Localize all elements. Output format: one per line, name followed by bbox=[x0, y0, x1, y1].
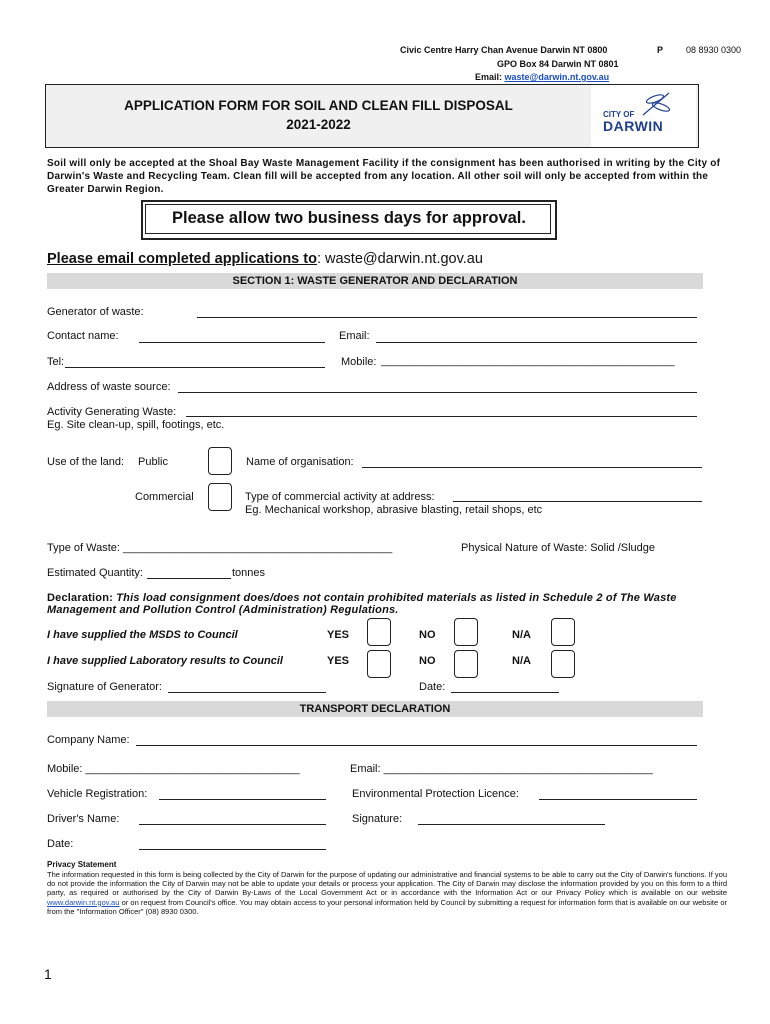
activity-label: Activity Generating Waste: bbox=[47, 406, 177, 418]
transport-date-field[interactable] bbox=[139, 849, 326, 850]
title-box bbox=[45, 84, 699, 148]
section1-heading: SECTION 1: WASTE GENERATOR AND DECLARATION bbox=[47, 273, 703, 289]
privacy-heading: Privacy Statement bbox=[47, 860, 117, 869]
comm-activity-field[interactable] bbox=[453, 501, 702, 502]
header-address: Civic Centre Harry Chan Avenue Darwin NT 0800 bbox=[400, 45, 608, 55]
mobile-label: Mobile: bbox=[341, 356, 377, 368]
use-land-label: Use of the land: bbox=[47, 456, 125, 468]
physical-nature: Physical Nature of Waste: Solid /Sludge bbox=[461, 542, 656, 554]
activity-field[interactable] bbox=[186, 416, 697, 417]
msds-yes-checkbox[interactable] bbox=[367, 618, 391, 646]
email-instruction-label: Please email completed applications to bbox=[47, 251, 317, 267]
header-email-link[interactable]: waste@darwin.nt.gov.au bbox=[504, 72, 610, 82]
notice-box bbox=[141, 200, 557, 240]
transport-date-label: Date: bbox=[47, 838, 74, 850]
type-waste-field[interactable]: Type of Waste: ____________________________________________ bbox=[47, 542, 393, 554]
header-email-label: Email: bbox=[475, 72, 503, 82]
generator-label: Generator of waste: bbox=[47, 306, 144, 318]
gen-signature-label: Signature of Generator: bbox=[47, 681, 162, 693]
msds-no-label: NO bbox=[419, 629, 436, 641]
form-year: 2021-2022 bbox=[286, 117, 351, 132]
contact-label: Contact name: bbox=[47, 330, 119, 342]
driver-label: Driver's Name: bbox=[47, 813, 120, 825]
email-field[interactable] bbox=[376, 342, 697, 343]
vehicle-field[interactable] bbox=[159, 799, 326, 800]
msds-yes-label: YES bbox=[327, 629, 350, 641]
transport-signature-label: Signature: bbox=[352, 813, 403, 825]
header-phone: 08 8930 0300 bbox=[686, 45, 742, 55]
est-qty-field[interactable] bbox=[147, 578, 231, 579]
public-label: Public bbox=[138, 456, 168, 468]
contact-field[interactable] bbox=[139, 342, 325, 343]
page-number: 1 bbox=[44, 966, 52, 982]
transport-signature-field[interactable] bbox=[418, 824, 605, 825]
public-checkbox[interactable] bbox=[208, 447, 232, 475]
company-field[interactable] bbox=[136, 745, 697, 746]
activity-example: Eg. Site clean-up, spill, footings, etc. bbox=[47, 419, 225, 431]
logo bbox=[591, 85, 696, 147]
transport-heading: TRANSPORT DECLARATION bbox=[47, 701, 703, 717]
company-label: Company Name: bbox=[47, 734, 130, 746]
declaration bbox=[47, 592, 719, 616]
notice-text: Please allow two business days for approval. bbox=[172, 209, 526, 227]
driver-field[interactable] bbox=[139, 824, 326, 825]
generator-field[interactable] bbox=[197, 317, 697, 318]
mobile-field[interactable]: ________________________________________________ bbox=[381, 355, 675, 367]
commercial-label: Commercial bbox=[135, 491, 194, 503]
lab-label: I have supplied Laboratory results to Council bbox=[47, 655, 283, 667]
gen-date-field[interactable] bbox=[451, 692, 559, 693]
lab-yes-label: YES bbox=[327, 655, 350, 667]
lab-na-checkbox[interactable] bbox=[551, 650, 575, 678]
privacy-text: The information requested in this form is being collected by the City of Darwin for the purpose of updating our administrative and financial systems to be able to carry out the City of Darwin's functions. If you do not provide the information the City of Darwin may not be able to update your details or process your application. The City of Darwin may disclose the information provided by you on this form to a third party, as required or authorised by the City of Darwin By-Laws of the Local Government Act or in accordance with the Information Act or our Privacy Policy which is available on our website www.darwin.nt.gov.au or on request from Council's office. You may obtain access to your personal information held by Council by submitting a request for information form that is available on our website or from the "Information Officer" (08) 8930 0300. bbox=[47, 870, 727, 916]
email-label: Email: bbox=[339, 330, 370, 342]
address-field[interactable] bbox=[178, 392, 697, 393]
header-phone-label: P bbox=[657, 45, 664, 55]
lab-yes-checkbox[interactable] bbox=[367, 650, 391, 678]
tel-label: Tel: bbox=[47, 356, 65, 368]
licence-field[interactable] bbox=[539, 799, 697, 800]
lab-na-label: N/A bbox=[512, 655, 531, 667]
gen-date-label: Date: bbox=[419, 681, 446, 693]
intro-text: Soil will only be accepted at the Shoal Bay Waste Management Facility if the consignment has been authorised in writing by the City of Darwin's Waste and Recycling Team. Clean fill will be accepted from any location. All other soil will only be accepted from within the Greater Darwin Region. bbox=[47, 158, 721, 195]
msds-label: I have supplied the MSDS to Council bbox=[47, 629, 238, 641]
transport-mobile-field[interactable]: Mobile: ___________________________________ bbox=[47, 763, 300, 775]
msds-no-checkbox[interactable] bbox=[454, 618, 478, 646]
msds-na-checkbox[interactable] bbox=[551, 618, 575, 646]
tonnes-label: tonnes bbox=[232, 567, 266, 579]
header-email bbox=[475, 72, 609, 82]
lab-no-checkbox[interactable] bbox=[454, 650, 478, 678]
org-label: Name of organisation: bbox=[246, 456, 354, 468]
email-instruction: Please email completed applications to: waste@darwin.nt.gov.au bbox=[47, 251, 483, 267]
transport-email-field[interactable]: Email: ____________________________________________ bbox=[350, 763, 653, 775]
declaration-label: Declaration: bbox=[47, 592, 113, 604]
header-po-box: GPO Box 84 Darwin NT 0801 bbox=[497, 59, 619, 69]
comm-activity-example: Eg. Mechanical workshop, abrasive blasting, retail shops, etc bbox=[245, 504, 543, 516]
est-qty-label: Estimated Quantity: bbox=[47, 567, 143, 579]
msds-na-label: N/A bbox=[512, 629, 531, 641]
vehicle-label: Vehicle Registration: bbox=[47, 788, 148, 800]
logo-city-of: CITY OF bbox=[603, 110, 635, 119]
tel-field[interactable] bbox=[65, 367, 325, 368]
org-field[interactable] bbox=[362, 467, 702, 468]
email-instruction-address: waste@darwin.nt.gov.au bbox=[325, 251, 483, 267]
address-label: Address of waste source: bbox=[47, 381, 171, 393]
comm-activity-label: Type of commercial activity at address: bbox=[245, 491, 435, 503]
form-title: APPLICATION FORM FOR SOIL AND CLEAN FILL DISPOSAL bbox=[124, 98, 513, 113]
declaration-text: This load consignment does/does not contain prohibited materials as listed in Schedule 2 of The Waste Management and Pollution Control (Administration) Regulations. bbox=[47, 592, 677, 616]
licence-label: Environmental Protection Licence: bbox=[352, 788, 519, 800]
gen-signature-field[interactable] bbox=[168, 692, 326, 693]
logo-darwin: DARWIN bbox=[603, 118, 664, 134]
commercial-checkbox[interactable] bbox=[208, 483, 232, 511]
privacy-website-link[interactable]: www.darwin.nt.gov.au bbox=[47, 897, 120, 907]
lab-no-label: NO bbox=[419, 655, 436, 667]
